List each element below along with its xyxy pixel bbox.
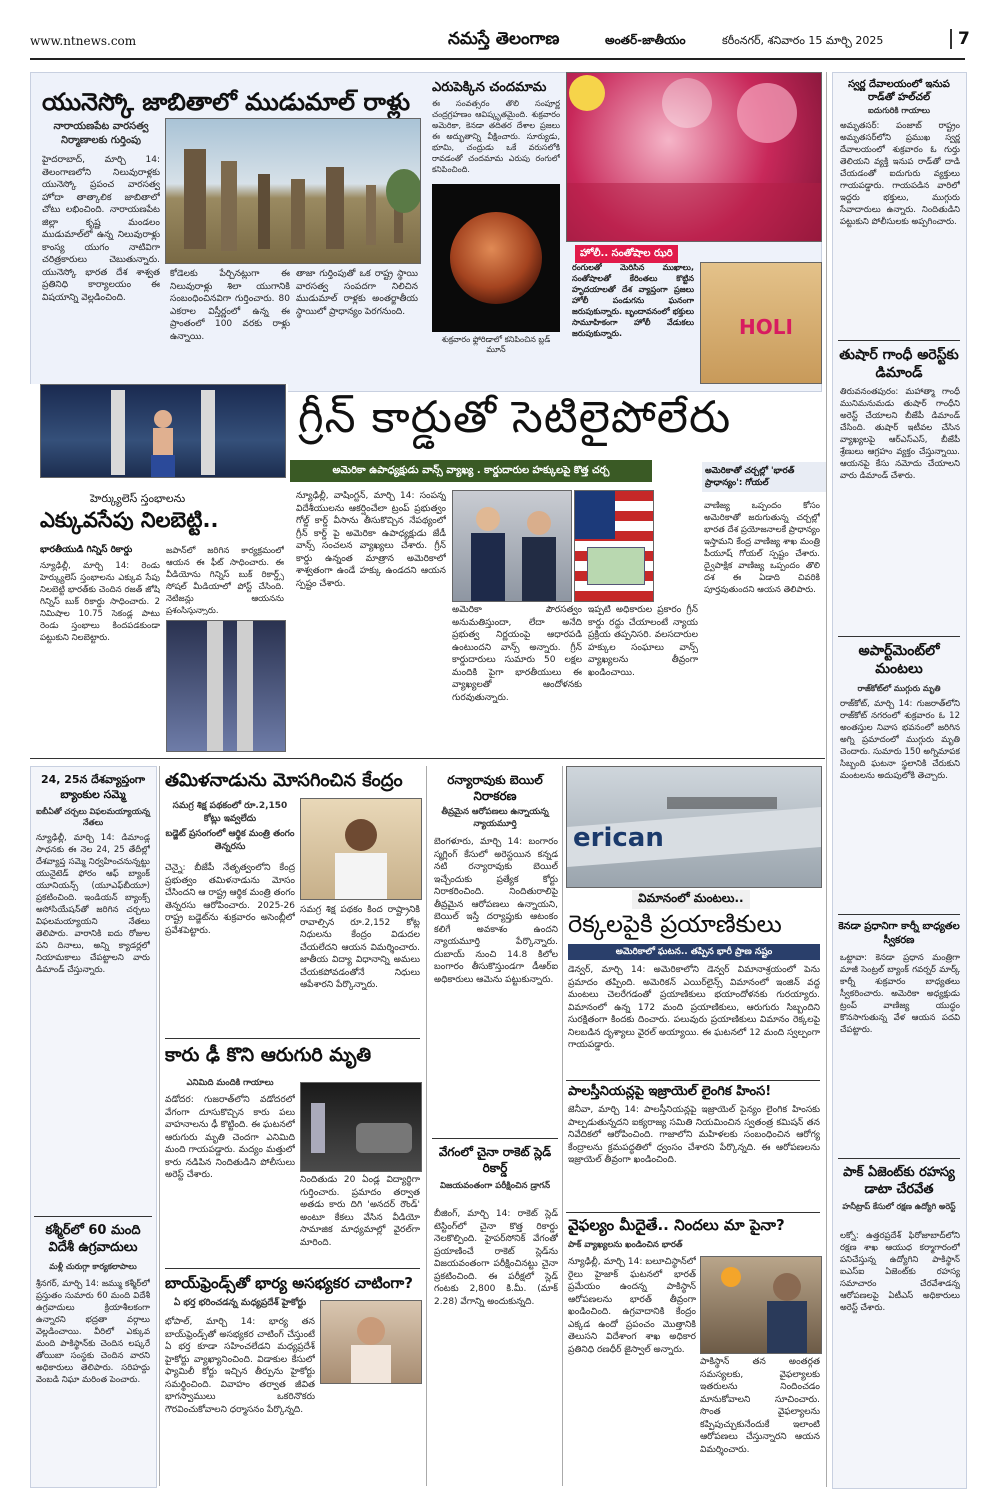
plane-body: డెన్వర్, మార్చి 14: అమెరికాలోని డెన్వర్ విమానాశ్రయంలో పెను ప్రమాదం తప్పింది. అమెరికన్ ఎయిర్‌లైన్స్ విమానంలో ఇంజిన్ వద్ద మంటలు చెలరేగడంతో ప్రయాణికులు భయాందోళనకు గురయ్యారు. విమానంలో ఉన్న 172 మంది ప్రయాణికులు, ఆరుగురు సిబ్బందిని సురక్షితంగా కిందకు దించారు. పలువురు ప్రయాణికులు విమానం రెక్కలపై నిలబడిన దృశ్యాలు వైరల్ అయ్యాయి. ఈ ఘటనలో 12 మంది స్వల్పంగా గాయపడ్డారు. [568,965,820,1050]
greencard-body-1: న్యూఢిల్లీ, వాషింగ్టన్, మార్చి 14: సంపన్న విదేశీయులను ఆకర్షించేలా ట్రంప్ ప్రభుత్వం గోల్డ్ కార్డ్ వీసాను తీసుకొచ్చిన నేపథ్యంలో గ్రీన్ కార్డ్ పై అమెరికా ఉపాధ్యక్షుడు జేడీ వాన్స్ సంచలన వ్యాఖ్యలు చేశారు. గ్రీన్ కార్డు ఉన్నంత మాత్రాన అమెరికాలో శాశ్వతంగా ఉండే హక్కు ఉండదని ఆయన స్పష్టం చేశారు. [296,491,446,589]
greencard-headline: గ్రీన్ కార్డుతో సెటిలైపోలేరు [298,392,732,443]
unesco-body-2: కోడెలకు పేర్చినట్లుగా ఈ నిలువురాళ్లు శిలా యుగానికి సంబంధించినవిగా గుర్తించారు. 80 ఎకరాల విస్తీర్ణంలో ఉన్న ఈ ప్రాంతంలో 100 వరకు రాళ్లు ఉన్నాయి. [170,269,290,342]
green-card-image [587,547,645,585]
car-crash-body: వడోదర: గుజరాత్‌లోని వడోదరలో వేగంగా దూసుకొచ్చిన కారు పలు వాహనాలను ఢీ కొట్టింది. ఈ ఘటనలో ఆరుగురు మృతి చెందగా ఎనిమిది మంది గాయపడ్డారు. మద్యం మత్తులో కారు నడిపిన నిందితుడిని పోలీసులు అరెస్ట్ చేశారు. [165,1095,295,1180]
ranya-rule [432,1138,558,1139]
sidebar-s2-body: తిరువనంతపురం: మహాత్మా గాంధీ మునిమనుమడు తుషార్ గాంధీని అరెస్ట్ చేయాలని బీజేపీ డిమాండ్ చేసింది. తుషార్ ఇటీవల చేసిన వ్యాఖ్యలపై ఆర్‌ఎస్ఎస్, బీజేపీ శ్రేణులు ఆగ్రహం వ్యక్తం చేస్తున్నాయి. ఆయనపై కేసు నమోదు చేయాలని వారు డిమాండ్ చేశారు. [840,387,960,481]
tamilnadu-minister-photo [300,798,422,900]
sidebar-s3-body: రాజ్‌కోట్, మార్చి 14: గుజరాత్‌లోని రాజ్‌కోట్ నగరంలో శుక్రవారం ఓ 12 అంతస్తుల నివాస భవనంలో జరిగిన అగ్ని ప్రమాదంలో ముగ్గురు మృతి చెందారు. సుమారు 150 అగ్నిమాపక సిబ్బంది ఘటనా స్థలానికి చేరుకుని మంటలను అదుపులోకి తెచ్చారు. [840,699,960,781]
pak-headline: వైఫల్యం మీదైతే.. నిందలు మా పైనా? [568,1216,785,1234]
rocket-body: బీజింగ్, మార్చి 14: రాకెట్ స్లెడ్ టెస్టింగ్‌లో చైనా కొత్త రికార్డు నెలకొల్పింది. హైపర్‌సోనిక్ వేగంతో ప్రయాణించే రాకెట్ స్లెడ్‌ను విజయవంతంగా పరీక్షించినట్టు చైనా ప్రకటించింది. ఈ పరీక్షలో స్లెడ్ గంటకు 2,800 కి.మీ. (మాక్ 2.28) వేగాన్ని అందుకున్నది. [434,1209,558,1307]
spokesperson-illustration [701,1257,821,1353]
holi-tag: హోలీ.. సంతోషాల ఝరి [575,245,678,263]
unesco-subheadline: నారాయణపేట వారసత్వ నిర్మాణాలకు గుర్తింపు [53,121,149,146]
separator-mid-col [426,766,427,1486]
plane-rule [566,1080,820,1081]
sidebar-s1-headline: స్వర్ణ దేవాలయంలో ఇనుప రాడ్‌తో హల్‌చల్ [848,79,950,103]
hercules-byline: భారతీయుడి గిన్నిస్ రికార్డు [40,545,133,555]
sidebar-s4-body: ఒట్టావా: కెనడా ప్రధాన మంత్రిగా మాజీ సెంట్రల్ బ్యాంక్ గవర్నర్ మార్క్ కార్నీ శుక్రవారం బాధ్యతలు స్వీకరించారు. అమెరికా అధ్యక్షుడు ట్రంప్ వాణిజ్య యుద్ధం కొనసాగుతున్న వేళ ఆయన పదవి చేపట్టారు. [840,953,960,1035]
car-crash-body-2: నిందితుడు 20 ఏండ్ల విద్యార్థిగా గుర్తించారు. ప్రమాదం తర్వాత అతడు కారు దిగి 'అనదర్ రౌండ్' అంటూ కేకలు వేసిన వీడియో సామాజిక మాధ్యమాల్లో వైరల్‌గా మారింది. [300,1175,420,1248]
hercules-body: న్యూఢిల్లీ, మార్చి 14: రెండు హెర్క్యులెస్ స్తంభాలను ఎక్కువ సేపు నిలబెట్టి భారత్‌కు చెందిన రజత్ జోషి గిన్నిస్ బుక్ రికార్డు సాధించారు. 2 నిమిషాల 10.75 సెకండ్ల పాటు రెండు స్తంభాలు కిందపడకుండా పట్టుకుని నిలబెట్టారు. [40,561,160,643]
masthead-logo: నమస్తే తెలంగాణ [448,29,560,49]
separator-sidebar [826,72,827,1487]
sidebar-s3-sub: రాజ్‌కోట్‌లో ముగ్గురు మృతి [857,684,941,693]
tamilnadu-rule [165,1038,420,1039]
crash-scene-illustration [301,1083,421,1171]
tamilnadu-sub-2: బడ్జెట్ ప్రసంగంలో ఆర్థిక మంత్రి తంగం తెన్నరసు [165,829,295,852]
plane-headline: రెక్కలపైకి ప్రయాణికులు [568,910,782,938]
car-crash-sub: ఎనిమిది మందికి గాయాలు [186,1078,274,1088]
officials-illustration [453,491,571,601]
car-crash-photo [300,1082,422,1172]
sidebar-s5-headline: పాక్ ఏజెంట్‌కు రహస్య డాటా చేరవేత [843,1165,955,1197]
mid-rule [30,758,825,759]
greencard-vance-photo [452,490,572,602]
greencard-subheadline: అమెరికా ఉపాధ్యక్షుడు వాన్స్ వ్యాఖ్య . కార్డుదారుల హక్కులపై కొత్త చర్చ [290,460,652,482]
tamilnadu-body: చెన్నై: బీజేపీ నేతృత్వంలోని కేంద్ర ప్రభుత్వం తమిళనాడును మోసం చేసిందని ఆ రాష్ట్ర ఆర్థిక మంత్రి తంగం తెన్నరసు ఆరోపించారు. 2025-26 రాష్ట్ర బడ్జెట్‌ను శుక్రవారం అసెంబ్లీలో ప్రవేశపెట్టారు. [165,863,295,936]
boyfriend-photo [320,1300,422,1384]
banks-rule [34,1216,152,1217]
pak-body: న్యూఢిల్లీ, మార్చి 14: బలూచిస్థాన్‌లో రైలు హైజాక్ ఘటనలో భారత్ ప్రమేయం ఉందన్న పాకిస్థాన్ ఆరోపణలను భారత్ తీవ్రంగా ఖండించింది. ఉగ్రవాదానికి కేంద్రం ఎక్కడ ఉందో ప్రపంచం మొత్తానికి తెలుసని విదేశాంగ శాఖ అధికార ప్రతినిధి రణధీర్ జైస్వాల్ అన్నారు. [568,1257,696,1355]
moon-headline: ఎరుపెక్కిన చందమామ [432,80,547,95]
moon-caption: శుక్రవారం ఫ్లోరిడాలో కనిపించిన బ్లడ్ మూన్ [441,335,551,354]
sidebar-rule-4 [838,1158,960,1159]
sidebar-s2-headline: తుషార్ గాంధీ అరెస్ట్‌కు డిమాండ్ [839,347,959,381]
car-crash-headline: కారు ఢీ కొని ఆరుగురి మృతి [165,1044,372,1066]
greencard-side-kicker: అమెరికాతో చర్చల్లో 'భారత్ ప్రాధాన్యం': గోయల్ [702,462,826,492]
unesco-body: హైదరాబాద్, మార్చి 14: తెలంగాణలోని నిలువురాళ్లకు యునెస్కో ప్రపంచ వారసత్వ హోదా తాత్కాలిక జాబితాలో చోటు లభించింది. నారాయణపేట జిల్లా కృష్ణ మండలం ముడుమాల్‌లో ఉన్న నిలువురాళ్లు కాంస్య యుగం నాటివిగా చరిత్రకారులు చెబుతున్నారు. యునెస్కో భారత దేశ శాశ్వత ప్రతినిధి కార్యాలయం ఈ విషయాన్ని వెల్లడించింది. [42,155,160,303]
ranya-headline: రన్యారావుకు బెయిల్ నిరాకరణ [447,773,543,803]
banks-sub: ఐబీఏతో చర్చలు విఫలమయ్యాయన్న నేతలు [36,807,150,827]
rocket-sub: విజయవంతంగా పరీక్షించిన డ్రాగన్ [439,1181,551,1191]
pak-spokesperson-photo [700,1256,822,1354]
plane-kicker: విమానంలో మంటలు.. [632,890,750,909]
flag-canton [575,491,615,539]
tamilnadu-body-2: సమగ్ర శిక్ష పథకం కింద రాష్ట్రానికి రావాల్సిన రూ.2,152 కోట్ల నిధులను కేంద్రం విడుదల చేయలేదని ఆయన విమర్శించారు. జాతీయ విద్యా విధానాన్ని అమలు చేయకపోవడంతోనే నిధులు ఆపేశారని పేర్కొన్నారు. [300,905,420,990]
dateline: కరీంనగర్, శనివారం 15 మార్చి 2025 [722,34,884,47]
section-label: అంతర్-జాతీయం [605,33,686,47]
stage-illustration [41,385,285,477]
pillar-illustration [167,621,285,751]
site-url[interactable]: www.ntnews.com [30,34,137,48]
woman-phone-illustration [321,1301,421,1383]
hercules-photo-2 [166,620,286,752]
hercules-kicker: హెర్క్యులెస్ స్తంభాలను [90,492,186,505]
banks-headline: 24, 25న దేశవ్యాప్తంగా బ్యాంకుల సమ్మె [40,773,146,801]
hercules-body-2: జపాన్‌లో జరిగిన కార్యక్రమంలో ఆయన ఈ ఫీట్ సాధించారు. ఈ వీడియోను గిన్నిస్ బుక్ రికార్డ్స్ సోషల్ మీడియాలో పోస్ట్ చేసింది. నెటిజన్లు ఆయనను ప్రశంసిస్తున్నారు. [166,546,284,615]
boyfriend-body: భోపాల్, మార్చి 14: భార్య తన బాయ్‌ఫ్రెండ్స్‌తో అసభ్యకర చాటింగ్ చేస్తుంటే ఏ భర్త కూడా సహించలేడని మధ్యప్రదేశ్ హైకోర్టు వ్యాఖ్యానించింది. విడాకుల కేసులో ఫ్యామిలీ కోర్టు ఇచ్చిన తీర్పును హైకోర్టు సమర్థించింది. వివాహం తర్వాత జీవిత భాగస్వాములు ఒకరినొకరు గౌరవించుకోవాలని ధర్మాసనం పేర్కొన్నది. [165,1317,315,1415]
moon-body: ఈ సంవత్సరం తొలి సంపూర్ణ చంద్రగ్రహణం ఆవిష్కృతమైంది. శుక్రవారం అమెరికా, కెనడా తదితర దేశాల ప్రజలు ఈ అద్భుతాన్ని వీక్షించారు. సూర్యుడు, భూమి, చంద్రుడు ఒకే వరుసలోకి రావడంతో చందమామ ఎరుపు రంగులో కనిపించింది. [432,99,560,174]
holi-crowd-photo [566,72,822,242]
sidebar-rule-1 [838,340,960,341]
separator-right-col [562,766,563,1486]
sidebar-rule-3 [838,914,960,915]
banks-body: న్యూఢిల్లీ, మార్చి 14: డిమాండ్ల సాధనకు ఈ నెల 24, 25 తేదీల్లో దేశవ్యాప్త సమ్మె నిర్వహించనున్నట్టు యునైటెడ్ ఫోరం ఆఫ్ బ్యాంక్ యూనియన్స్ (యూఎఫ్‌బీయూ) ప్రకటించింది. ఇండియన్ బ్యాంక్స్ అసోసియేషన్‌తో జరిగిన చర్చలు విఫలమయ్యాయని నేతలు తెలిపారు. వారానికి ఐదు రోజుల పని దినాలు, అన్ని క్యాడర్లలో నియామకాలు చేపట్టాలని వారు డిమాండ్ చేస్తున్నారు. [36,833,150,975]
plane-sub: అమెరికాలో ఘటన.. తప్పిన భారీ ప్రాణ నష్టం [568,944,820,960]
israel-headline: పాలస్తీనియన్లపై ఇజ్రాయెల్ లైంగిక హింస! [568,1084,772,1099]
greencard-side-body: వాణిజ్య ఒప్పందం కోసం అమెరికాతో జరుగుతున్న చర్చల్లో భారత దేశ ప్రయోజనాలకే ప్రాధాన్యం ఇస్తామని కేంద్ర వాణిజ్య శాఖ మంత్రి పీయూష్ గోయల్ స్పష్టం చేశారు. ద్వైపాక్షిక వాణిజ్య ఒప్పందం తొలి దశ ఈ ఏడాది చివరికి పూర్తవుతుందని ఆయన తెలిపారు. [704,501,820,595]
moon-photo [432,184,560,332]
boyfriend-sub: ఏ భర్త భరించడన్న మధ్యప్రదేశ్ హైకోర్టు [173,1298,307,1308]
pak-body-2: పాకిస్థాన్ తన అంతర్గత సమస్యలకు, వైఫల్యాలకు ఇతరులను నిందించడం మానుకోవాలని సూచించారు. సొంత వైఫల్యాలను కప్పిపుచ్చుకునేందుకే ఇలాంటి ఆరోపణలు చేస్తున్నారని ఆయన విమర్శించారు. [700,1357,820,1455]
sidebar-s5-body: లక్నో: ఉత్తరప్రదేశ్ ఫిరోజాబాద్‌లోని రక్షణ శాఖ ఆయుధ కర్మాగారంలో పనిచేస్తున్న ఉద్యోగిని పాకిస్థాన్ ఐఎస్ఐ ఏజెంట్‌కు రహస్య సమాచారం చేరవేశాడన్న ఆరోపణలపై ఏటీఎస్ అధికారులు అరెస్ట్ చేశారు. [840,1231,960,1313]
kashmir-headline: కశ్మీర్‌లో 60 మంది విదేశీ ఉగ్రవాదులు [45,1223,141,1255]
kashmir-body: శ్రీనగర్, మార్చి 14: జమ్ము కశ్మీర్‌లో ప్రస్తుతం సుమారు 60 మంది విదేశీ ఉగ్రవాదులు క్రియాశీలకంగా ఉన్నారని భద్రతా వర్గాలు వెల్లడించాయి. వీరిలో ఎక్కువ మంది పాకిస్థాన్‌కు చెందిన లష్కరే తోయిబా సంస్థకు చెందిన వారని అధికారులు తెలిపారు. సరిహద్దు వెంబడి నిఘా మరింత పెంచారు. [36,1279,150,1385]
sidebar-s1-sub: ఐదుగురికి గాయాలు [867,106,931,115]
greencard-body-3: ఇప్పటి అధికారుల ప్రకారం గ్రీన్ కార్డు రద్దు చేయాలంటే న్యాయ ప్రక్రియ తప్పనిసరి. వలసదారుల హక్కుల సంఘాలు వాన్స్ వ్యాఖ్యలను తీవ్రంగా ఖండించాయి. [588,605,698,678]
unesco-body-3: తాజా గుర్తింపుతో ఒక రాష్ట్ర స్థాయి వారసత్వ సంపదగా నిలిచిన ముడుమాల్ రాళ్లకు అంతర్జాతీయ స్థాయిలో ప్రాధాన్యం పెరగనుంది. [296,269,418,317]
sidebar-rule-2 [838,636,960,637]
holi-sand-art-photo [700,262,822,384]
unesco-headline: యునెస్కో జాబితాలో ముడుమాల్ రాళ్లు [42,88,411,116]
car-crash-rule [165,1268,420,1269]
unesco-stones-photo [165,118,421,264]
pak-sub: పాక్ వ్యాఖ్యలను ఖండించిన భారత్ [568,1240,683,1250]
hercules-photo-1 [40,384,286,478]
header-rule [30,58,965,60]
kashmir-sub: మళ్లీ చురుగ్గా కార్యకలాపాలు [49,1262,137,1271]
plane-fuselage-text: erican [573,823,664,853]
greencard-flag-photo [574,490,654,602]
header-bar [30,26,970,56]
ranya-sub: తీవ్రమైన ఆరోపణలు ఉన్నాయన్న న్యాయమూర్తి [441,807,549,829]
separator-left-col [159,766,160,1486]
tamilnadu-sub-1: సమగ్ర శిక్ష పథకంలో రూ.2,150 కోట్లు ఇవ్వలేదు [172,801,288,824]
page-number: 7 [950,29,970,49]
hercules-headline: ఎక్కువసేపు నిలబెట్టి.. [40,508,219,532]
ranya-body: బెంగళూరు, మార్చి 14: బంగారం స్మగ్లింగ్ కేసులో అరెస్టయిన కన్నడ నటి రన్యారావుకు బెయిల్ ఇచ్చేందుకు ప్రత్యేక కోర్టు నిరాకరించింది. నిందితురాలిపై తీవ్రమైన ఆరోపణలు ఉన్నాయని, బెయిల్ ఇస్తే దర్యాప్తుకు ఆటంకం కలిగే అవకాశం ఉందని న్యాయమూర్తి పేర్కొన్నారు. దుబాయ్ నుంచి 14.8 కిలోల బంగారం తీసుకొస్తుండగా డీఆర్ఐ అధికారులు ఆమెను పట్టుకున్నారు. [434,837,558,985]
holi-colors-illustration [567,73,821,241]
stones-illustration [166,119,420,263]
tamilnadu-headline: తమిళనాడును మోసగించిన కేంద్రం [165,770,403,791]
plane-fire-photo [566,766,822,888]
sidebar-s4-headline: కెనడా ప్రధానిగా కార్నీ బాధ్యతల స్వీకరణ [838,921,960,946]
rocket-headline: వేగంలో చైనా రాకెట్ స్లెడ్ రికార్డ్ [438,1145,552,1175]
boyfriend-headline: బాయ్‌ఫ్రెండ్స్‌తో భార్య అసభ్యకర చాటింగా? [165,1274,413,1292]
holi-sign: HOLI [739,315,793,339]
holi-caption: రంగులతో మెరిసిన ముఖాలు, సంతోషాలతో కేరింతలు కొట్టిన హృదయాలతో దేశ వ్యాప్తంగా ప్రజలు హోలీ పండుగను ఘనంగా జరుపుకున్నారు. బృందావనంలో భక్తులు సామూహికంగా హోలీ వేడుకలు జరుపుకున్నారు. [572,263,694,338]
minister-illustration [301,799,421,899]
blood-moon-illustration [432,184,560,332]
israel-body: జెనీవా, మార్చి 14: పాలస్తీనియన్లపై ఇజ్రాయెల్ సైన్యం లైంగిక హింసకు పాల్పడుతున్నదని ఐక్యరాజ్య సమితి నియమించిన స్వతంత్ర కమిషన్ తన నివేదికలో ఆరోపించింది. గాజాలోని మహిళలకు సంబంధించిన ఆరోగ్య కేంద్రాలను క్రమపద్ధతిలో ధ్వంసం చేశారని పేర్కొన్నది. ఈ ఆరోపణలను ఇజ్రాయెల్ తీవ్రంగా ఖండించింది. [568,1105,820,1165]
sidebar-s1-body: అమృతసర్: పంజాబ్ రాష్ట్రం అమృతసర్‌లోని ప్రముఖ స్వర్ణ దేవాలయంలో శుక్రవారం ఓ గుర్తు తెలియని వ్యక్తి ఇనుప రాడ్‌తో దాడి చేయడంతో ఐదుగురు వ్యక్తులు గాయపడ్డారు. గాయపడిన వారిలో ఇద్దరు భక్తులు, ముగ్గురు సేవాదారులు ఉన్నారు. నిందితుడిని పట్టుకుని పోలీసులకు అప్పగించారు. [840,121,960,227]
sidebar-s5-sub: హనీట్రాప్ కేసులో రక్షణ ఉద్యోగి అరెస్ట్ [842,1202,956,1211]
israel-rule [566,1212,820,1213]
sidebar-s3-headline: అపార్ట్‌మెంట్‌లో మంటలు [858,643,940,677]
greencard-body-2: అమెరికా పౌరసత్వం అనుమతిస్తుందా, లేదా అనేది ప్రభుత్వ నిర్ణయంపై ఆధారపడి ఉంటుందని వాన్స్ అన్నారు. గ్రీన్ కార్డుదారులు సుమారు 50 లక్షల మందికి పైగా భారతీయులు ఈ వ్యాఖ్యలతో ఆందోళనకు గురవుతున్నారు. [452,605,582,703]
